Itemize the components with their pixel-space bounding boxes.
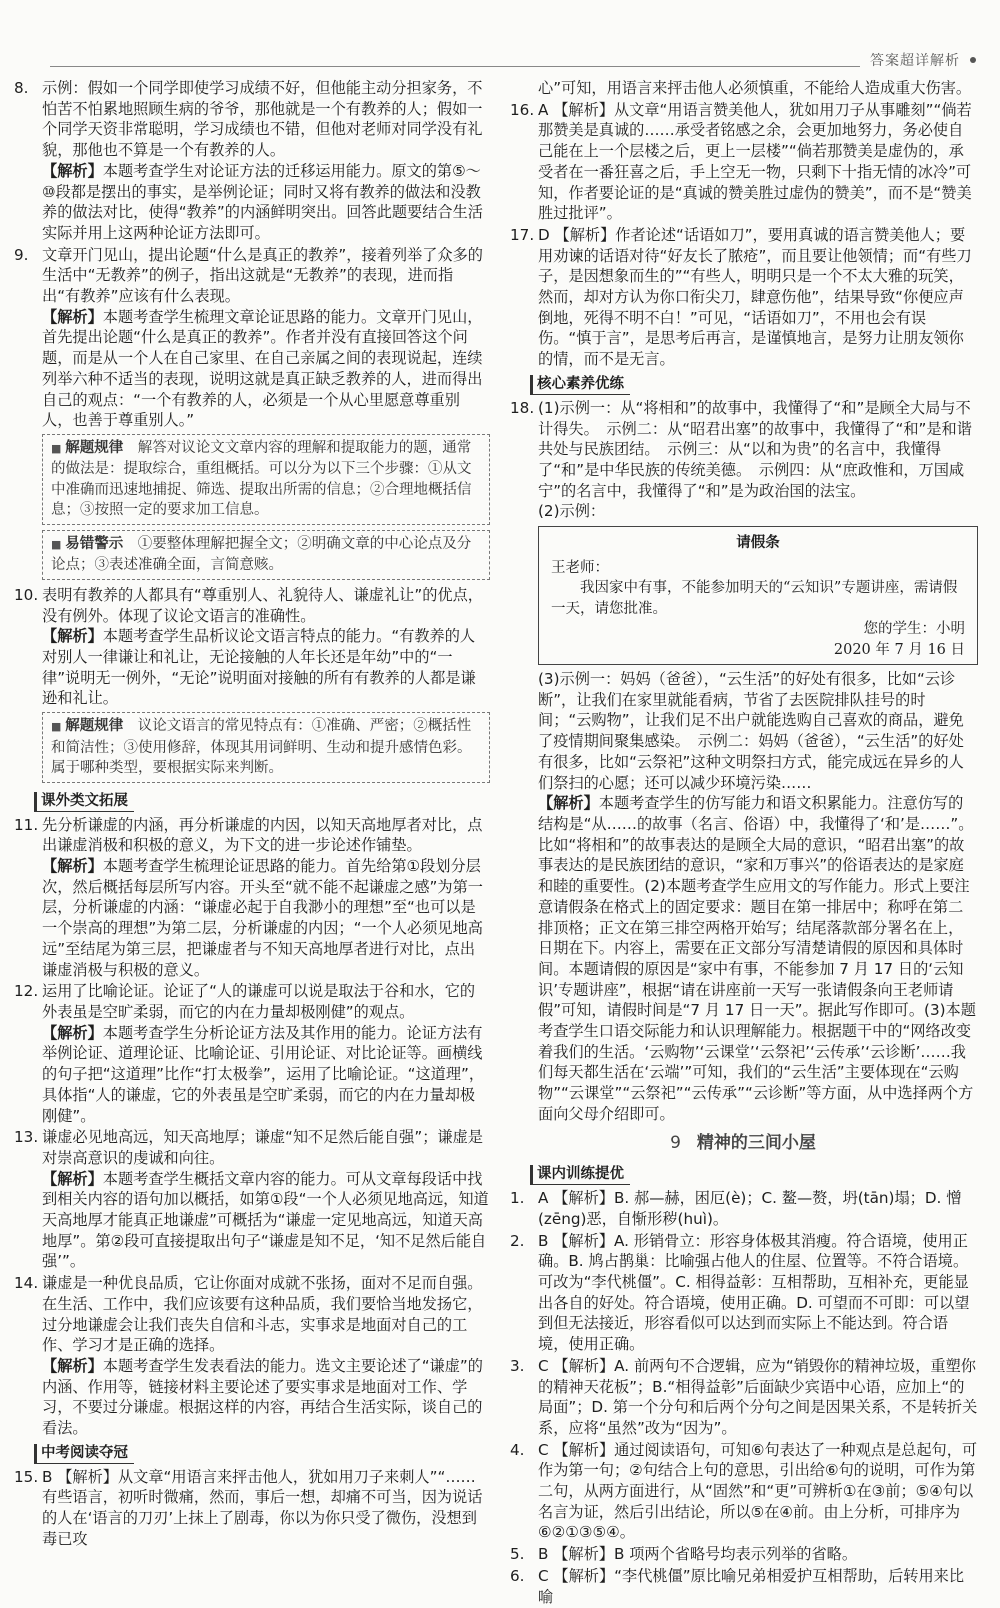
leave-note-box	[538, 526, 978, 665]
tip-text: 解答对议论文文章内容的理解和提取能力的题，通常的做法是：提取综合，重组概括。可以分为以下三个步骤：①从文中准确而迅速地捕捉、筛选、提取出所需的信息；②合理地概括信息；③按照一定的要求加工信息。	[51, 439, 472, 519]
answer-text: 表明有教养的人都具有“尊重别人、礼貌待人、谦虚礼让”的优点，没有例外。体现了议论文语言的准确性。	[42, 585, 483, 625]
item-number: 8.	[14, 79, 29, 97]
lesson-title	[508, 1133, 978, 1154]
item-number: 2.	[510, 1231, 525, 1250]
item-number: 11.	[14, 815, 39, 834]
answer-text: D 【解析】作者论述“话语如刀”，要用真诚的语言赞美他人；要用劝谏的话语对待“好友长了脓疮”，而且要让他领情；而“有些刀子，是因想象而生的”“有些人，明明只是一个不太大雅的玩笑，然而，却对方认为你口衔尖刀，肆意伤他”，结果导致“你便应声倒地，死得不明不白！”可见，“话语如刀”，不用也会有误伤。“慎于言”，是思考后再言，是谨慎地言，是努力让朋友领你的情，而不是无言。	[538, 225, 972, 369]
answer-item-4	[508, 1440, 978, 1544]
answer-text: (2)示例：	[538, 502, 606, 521]
answer-item-15-cont	[508, 78, 978, 99]
answer-item-10	[12, 585, 490, 709]
left-column	[12, 78, 490, 1551]
answer-text: C 【解析】通过阅读语句，可知⑥句表达了一种观点是总起句，可作为第一句；②句结合上句的意思，引出给⑥句的说明，可作为第二句，从两方面进行，从“固然”和“更”可辨析①在③前；⑤④句以名言为证，然后引出结论，所以⑤在④前。由上分析，可排序为⑥②①③⑤④。	[538, 1440, 978, 1542]
tip-text: ①要整体理解把握全文；②明确文章的中心论点及分论点；③表述准确全面，言简意赅。	[51, 535, 472, 574]
answer-text: B 【解析】从文章“用语言来抨击他人，犹如用刀子来刺人”“……有些语言，初听时微痛，然而，事后一想，却痛不可当，因为说话的人在‘语言的刀刃’上抹上了剧毒，你以为你只受了微伤，没想到毒已攻	[42, 1467, 483, 1548]
item-number: 17.	[510, 225, 535, 244]
item-number: 16.	[510, 100, 535, 119]
analysis: 【解析】本题考查学生梳理文章论证思路的能力。文章开门见山，首先提出论题“什么是真正的教养”。作者并没有直接回答这个问题，而是从一个人在自己家里、在自己亲属之间的表现说起，连续列举六种不适当的表现，说明这就是真正缺乏教养的人，进而得出自己的观点：“一个有教养的人，必须是一个从心里愿意尊重别人，也善于尊重别人。”	[42, 307, 483, 430]
lesson-name: 精神的三间小屋	[696, 1132, 816, 1153]
tip-title: ■ 解题规律	[51, 718, 123, 734]
tip-text: 议论文语言的常见特点有：①准确、严密；②概括性和简洁性；③使用修辞，体现其用词鲜明、生动和提升感情色彩。属于哪种类型，要根据实际来判断。	[51, 718, 472, 777]
answer-text: 谦虚必见地高远，知天高地厚；谦虚“知不足然后能自强”；谦虚是对崇高意识的虔诚和向往。	[42, 1128, 483, 1167]
header-dot-icon	[970, 57, 976, 63]
answer-item-9	[12, 245, 490, 431]
answer-text: 先分析谦虚的内涵，再分析谦虚的内因，以知天高地厚者对比，点出谦虚消极和积极的意义，为下文的进一步论述作铺垫。	[42, 815, 483, 855]
item-number: 3.	[510, 1356, 525, 1375]
answer-text: C 【解析】A. 前两句不合逻辑，应为“销毁你的精神垃圾，重塑你的精神天花板”；B.“相得益彰”后面缺少宾语中心语，应加上“的局面”；D. 第一个分句和后两个分句之间是因果关系，不是转折关系，应将“虽然”改为“因为”。	[538, 1356, 978, 1437]
analysis: 【解析】本题考查学生概括文章内容的能力。可从文章每段话中找到相关内容的语句加以概括，如第①段“一个人必须见地高远，知道天高地厚才能真正地谦虚”可概括为“谦虚一定见地高远，知道天高地厚”。第②段可直接提取出句子“谦虚是知不足，‘知不足然后能自强’”。	[42, 1169, 489, 1271]
answer-item-17	[508, 225, 978, 370]
item-number: 4.	[510, 1440, 525, 1459]
answer-text: A 【解析】从文章“用语言赞美他人，犹如用刀子从事雕刻”“倘若那赞美是真诚的……承受者铭感之余，会更加地努力，务必使自己能在上一个层楼之后，更上一层楼”“倘若那赞美是虚伪的，承受者在一番狂喜之后，手上空无一物，只剩下十指无情的冰冷”可知，作者要论证的是“真诚的赞美胜过虚伪的赞美”，而不是“赞美胜过批评”。	[538, 100, 972, 223]
answer-item-12	[12, 981, 490, 1126]
item-number: 5.	[510, 1545, 525, 1564]
leave-note-body: 我因家中有事，不能参加明天的“云知识”专题讲座，需请假一天，请您批准。	[551, 580, 958, 617]
answer-item-16	[508, 100, 978, 224]
leave-note-greeting: 王老师：	[551, 559, 609, 576]
section-heading: 中考阅读夺冠	[34, 1444, 134, 1464]
answer-item-14	[12, 1273, 490, 1439]
section-heading: 课内训练提优	[530, 1165, 630, 1185]
answer-text: (3)示例一：妈妈（爸爸），“云生活”的好处有很多，比如“云诊断”，让我们在家里就能看病，节省了去医院排队挂号的时间；“云购物”，让我们足不出户就能选购自己喜欢的商品，避免了疫情期间聚集感染。 示例二：妈妈（爸爸），“云生活”的好处有很多，比如“云祭祀”这种文明祭扫方式，能完成远在异乡的人们祭扫的心愿；还可以减少环境污染……	[538, 670, 964, 792]
answer-text: 运用了比喻论证。论证了“人的谦虚可以说是取法于谷和水，它的外表虽是空旷柔弱，而它的内在力量却极刚健”的观点。	[42, 982, 476, 1021]
answer-text: A 【解析】B. 郝—赫，困厄(è)；C. 鳌—赘，坍(tān)塌；D. 憎(zēng)恶，自惭形秽(huì)。	[538, 1189, 962, 1228]
section-heading: 课外类文拓展	[34, 792, 134, 812]
item-number: 9.	[14, 245, 29, 264]
tip-title: ■ 解题规律	[51, 440, 123, 456]
tip-box-rule-2	[42, 712, 490, 783]
answer-text: C 【解析】“李代桃僵”原比喻兄弟相爱护互相帮助，后转用来比喻	[538, 1566, 965, 1606]
answer-text: 心”可知，用语言来抨击他人必须慎重，不能给人造成重大伤害。	[538, 79, 972, 97]
answer-text: B 【解析】B 项两个省略号均表示列举的省略。	[538, 1545, 858, 1564]
analysis: 【解析】本题考查学生梳理论证思路的能力。首先给第①段划分层次，然后概括每层所写内容。开头至“就不能不起谦虚之感”为第一层，分析谦虚的内涵：“谦虚必起于自我渺小的理想”至“也可以是一个崇高的理想”为第二层，分析谦虚的内因；“一个人必须见地高远”至结尾为第三层，把谦虚者与不知天高地厚者进行对比，点出谦虚消极与积极的意义。	[42, 857, 483, 979]
answer-text: 谦虚是一种优良品质，它让你面对成就不张扬，面对不足而自强。在生活、工作中，我们应该要有这种品质，我们要恰当地发扬它，过分地谦虚会让我们丧失自信和斗志，实事求是地面对自己的工作、学习才是正确的选择。	[42, 1274, 483, 1355]
page-header	[50, 48, 980, 74]
item-number: 13.	[14, 1128, 39, 1147]
analysis: 【解析】本题考查学生发表看法的能力。选文主要论述了“谦虚”的内涵、作用等，链接材料主要论述了要实事求是地面对工作、学习，不要过分谦虚。根据这样的内容，再结合生活实际，谈自己的看法。	[42, 1356, 483, 1438]
analysis: 【解析】本题考查学生的仿写能力和语文积累能力。注意仿写的结构是“从……的故事（名言、俗语）中，我懂得了‘和’是……”。比如“将相和”的故事表达的是顾全大局的意识，“昭君出塞”的故事表达的是民族团结的意识，“家和万事兴”的俗语表达的是家庭和睦的重要性。(2)本题考查学生应用文的写作能力。形式上要注意请假条在格式上的固定要求：题目在第一排居中；称呼在第二排顶格；正文在第三排空两格开始写；结尾落款部分署名在上，日期在下。内容上，需要在正文部分写清楚请假的原因和具体时间。本题请假的原因是“家中有事，不能参加 7 月 17 日的‘云知识’专题讲座”，根据“请在讲座前一天写一张请假条向王老师请假”可知，请假时间是“7 月 17 日一天”。据此写作即可。(3)本题考查学生口语交际能力和认识理解能力。根据题干中的“网络改变着我们的生活。‘云购物’‘云课堂’‘云祭祀’‘云传承’‘云诊断’……我们每天都生活在‘云端’”可知，我们的“云生活”主要体现在“云购物”“云课堂”“云祭祀”“云传承”“云诊断”等方面，从中选择两个方面向父母介绍即可。	[538, 794, 976, 1123]
answer-text: 示例：假如一个同学即使学习成绩不好，但他能主动分担家务，不怕苦不怕累地照顾生病的爷爷，那他就是一个有教养的人；假如一个同学天资非常聪明，学习成绩也不错，但他对老师对同学没有礼貌，那他也不算是一个有教养的人。	[42, 79, 483, 160]
item-number: 14.	[14, 1274, 39, 1293]
answer-item-15	[12, 1467, 490, 1550]
leave-note-title: 请假条	[736, 535, 780, 552]
analysis: 【解析】本题考查学生对论证方法的迁移运用能力。原文的第⑤～⑩段都是摆出的事实，是举例论证；同时又将有教养的做法和没教养的做法对比，使得“教养”的内涵鲜明突出。回答此题要结合生活实际并用上这两种论证方法即可。	[42, 161, 483, 242]
analysis: 【解析】本题考查学生分析论证方法及其作用的能力。论证方法有举例论证、道理论证、比喻论证、引用论证、对比论证等。画横线的句子把“这道理”比作“打太极拳”，运用了比喻论证。“这道理”，具体指“人的谦虚，它的外表虽是空旷柔弱，而它的内在力量却极刚健”。	[42, 1023, 485, 1125]
answer-item-18-3	[508, 669, 978, 1124]
answer-item-5	[508, 1544, 978, 1565]
item-number: 12.	[14, 982, 39, 1001]
answer-text: 文章开门见山，提出论题“什么是真正的教养”，接着列举了众多的生活中“无教养”的例子，指出这就是“无教养”的表现，进而指出“有教养”应该有什么表现。	[42, 245, 483, 306]
answer-item-3	[508, 1356, 978, 1439]
header-title: 答案超详解析	[870, 53, 960, 69]
analysis: 【解析】本题考查学生品析议论文语言特点的能力。“有教养的人对别人一律谦让和礼让，无论接触的人年长还是年幼”中的“一律”说明无一例外，“无论”说明面对接触的所有有教养的人都是谦逊和礼让。	[42, 627, 476, 708]
answer-text: B 【解析】A. 形销骨立：形容身体极其消瘦。符合语境，使用正确。B. 鸠占鹊巢：比喻强占他人的住屋、位置等。不符合语境。可改为“李代桃僵”。C. 相得益彰：互相帮助，互相补充，更能显出各自的好处。符合语境，使用正确。D. 可望而不可即：可以望到但无法接近，形容看似可以达到而实际上不能达到。符合语境，使用正确。	[538, 1231, 970, 1354]
tip-box-rule	[42, 434, 490, 525]
right-column	[508, 78, 978, 1608]
item-number: 18.	[510, 398, 535, 417]
header-rule	[50, 66, 860, 67]
answer-item-8	[12, 78, 490, 244]
answer-text: (1)示例一：从“将相和”的故事中，我懂得了“和”是顾全大局与不计得失。 示例二：从“昭君出塞”的故事中，我懂得了“和”是和谐共处与民族团结。 示例三：从“以和为贵”的名言中，我懂得了“和”是中华民族的传统美德。 示例四：从“庶政惟和，万国咸宁”的名言中，我懂得了“和”是为政治国的法宝。	[538, 398, 972, 500]
answer-item-6	[508, 1566, 978, 1607]
item-number: 10.	[14, 585, 39, 604]
item-number: 6.	[510, 1566, 525, 1585]
answer-item-13	[12, 1127, 490, 1272]
answer-item-11	[12, 815, 490, 981]
answer-item-2	[508, 1231, 978, 1355]
leave-note-sign: 您的学生：小明	[863, 621, 965, 638]
leave-note-date: 2020 年 7 月 16 日	[833, 641, 965, 658]
item-number: 1.	[510, 1189, 525, 1208]
item-number: 15.	[14, 1467, 39, 1486]
tip-title: ■ 易错警示	[51, 536, 123, 552]
tip-box-warning	[42, 530, 490, 580]
answer-item-1	[508, 1188, 978, 1229]
section-heading: 核心素养优练	[530, 375, 630, 395]
lesson-number: 9	[670, 1132, 681, 1153]
answer-item-18	[508, 398, 978, 522]
